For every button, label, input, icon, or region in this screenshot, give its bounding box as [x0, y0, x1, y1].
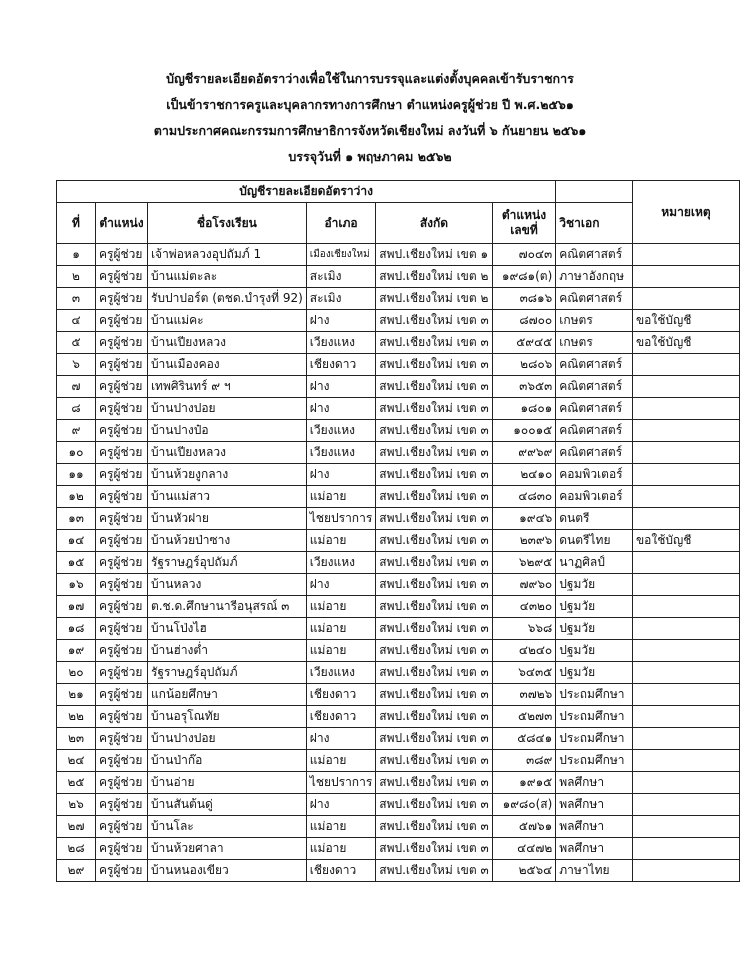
cell-major: คณิตศาสตร์	[556, 376, 633, 398]
cell-major: คณิตศาสตร์	[556, 354, 633, 376]
cell-post-no: ๗๐๔๓	[492, 244, 556, 266]
cell-office: สพป.เชียงใหม่ เขต ๒	[376, 266, 492, 288]
cell-position: ครูผู้ช่วย	[96, 816, 148, 838]
col-post-no	[492, 203, 556, 244]
cell-remark: ขอใช้บัญชี	[632, 310, 739, 332]
cell-no: ๒๖	[57, 794, 96, 816]
table-row	[57, 310, 740, 332]
cell-remark	[632, 266, 739, 288]
cell-office: สพป.เชียงใหม่ เขต ๓	[376, 662, 492, 684]
cell-no: ๒	[57, 266, 96, 288]
cell-remark	[632, 816, 739, 838]
col-post-no-line2: เลขที่	[510, 223, 538, 237]
table-row	[57, 266, 740, 288]
cell-no: ๔	[57, 310, 96, 332]
cell-post-no: ๒๕๖๔	[492, 860, 556, 882]
cell-district: ไชยปราการ	[306, 508, 375, 530]
cell-major: ประถมศึกษา	[556, 728, 633, 750]
cell-position: ครูผู้ช่วย	[96, 860, 148, 882]
cell-no: ๑๑	[57, 464, 96, 486]
cell-office: สพป.เชียงใหม่ เขต ๓	[376, 376, 492, 398]
cell-post-no: ๕๙๔๕	[492, 332, 556, 354]
cell-no: ๒๔	[57, 750, 96, 772]
cell-position: ครูผู้ช่วย	[96, 618, 148, 640]
cell-remark	[632, 860, 739, 882]
cell-major: ดนตรี	[556, 508, 633, 530]
cell-remark: ขอใช้บัญชี	[632, 332, 739, 354]
cell-school: บ้านหัวฝาย	[147, 508, 306, 530]
table-row	[57, 420, 740, 442]
cell-position: ครูผู้ช่วย	[96, 640, 148, 662]
cell-office: สพป.เชียงใหม่ เขต ๓	[376, 310, 492, 332]
cell-no: ๘	[57, 398, 96, 420]
cell-district: ฝาง	[306, 574, 375, 596]
cell-no: ๒๕	[57, 772, 96, 794]
cell-no: ๒๒	[57, 706, 96, 728]
cell-school: บ้านอ่าย	[147, 772, 306, 794]
cell-office: สพป.เชียงใหม่ เขต ๓	[376, 508, 492, 530]
table-row	[57, 508, 740, 530]
cell-office: สพป.เชียงใหม่ เขต ๓	[376, 860, 492, 882]
cell-remark	[632, 706, 739, 728]
cell-district: ฝาง	[306, 464, 375, 486]
cell-school: บ้านเมืองคอง	[147, 354, 306, 376]
cell-major: คณิตศาสตร์	[556, 244, 633, 266]
table-row	[57, 244, 740, 266]
cell-no: ๒๓	[57, 728, 96, 750]
table-row	[57, 486, 740, 508]
col-position: ตำแหน่ง	[96, 203, 148, 244]
cell-office: สพป.เชียงใหม่ เขต ๓	[376, 816, 492, 838]
table-row	[57, 640, 740, 662]
cell-district: แม่อาย	[306, 816, 375, 838]
header-line-4: บรรจุวันที่ ๑ พฤษภาคม ๒๕๖๒	[288, 149, 452, 164]
cell-major: คณิตศาสตร์	[556, 398, 633, 420]
cell-office: สพป.เชียงใหม่ เขต ๓	[376, 728, 492, 750]
cell-office: สพป.เชียงใหม่ เขต ๓	[376, 684, 492, 706]
cell-school: บ้านปางปอย	[147, 728, 306, 750]
cell-remark	[632, 442, 739, 464]
cell-no: ๑๘	[57, 618, 96, 640]
cell-school: รัฐราษฎร์อุปถัมภ์	[147, 662, 306, 684]
cell-district: แม่อาย	[306, 596, 375, 618]
cell-office: สพป.เชียงใหม่ เขต ๓	[376, 574, 492, 596]
table-row	[57, 662, 740, 684]
cell-district: แม่อาย	[306, 838, 375, 860]
table-row	[57, 706, 740, 728]
cell-position: ครูผู้ช่วย	[96, 244, 148, 266]
table-caption-row	[57, 181, 740, 203]
col-office: สังกัด	[376, 203, 492, 244]
cell-position: ครูผู้ช่วย	[96, 750, 148, 772]
cell-position: ครูผู้ช่วย	[96, 310, 148, 332]
table-row	[57, 596, 740, 618]
cell-no: ๑๒	[57, 486, 96, 508]
cell-position: ครูผู้ช่วย	[96, 288, 148, 310]
cell-school: บ้านปางปอย	[147, 398, 306, 420]
cell-district: แม่อาย	[306, 618, 375, 640]
cell-no: ๑๓	[57, 508, 96, 530]
cell-school: บ้านปางป๋อ	[147, 420, 306, 442]
cell-no: ๗	[57, 376, 96, 398]
cell-position: ครูผู้ช่วย	[96, 508, 148, 530]
cell-position: ครูผู้ช่วย	[96, 552, 148, 574]
cell-position: ครูผู้ช่วย	[96, 486, 148, 508]
cell-remark	[632, 420, 739, 442]
cell-district: ฝาง	[306, 310, 375, 332]
col-major: วิชาเอก	[556, 203, 633, 244]
cell-remark	[632, 376, 739, 398]
cell-position: ครูผู้ช่วย	[96, 332, 148, 354]
cell-post-no: ๒๓๙๖	[492, 530, 556, 552]
cell-school: บ้านฮ่างต่ำ	[147, 640, 306, 662]
cell-office: สพป.เชียงใหม่ เขต ๓	[376, 354, 492, 376]
cell-no: ๙	[57, 420, 96, 442]
cell-office: สพป.เชียงใหม่ เขต ๓	[376, 794, 492, 816]
cell-major: ปฐมวัย	[556, 596, 633, 618]
caption-blank-cell	[556, 181, 633, 203]
cell-school: บ้านหนองเขียว	[147, 860, 306, 882]
table-row	[57, 750, 740, 772]
cell-post-no: ๑๙๔๖	[492, 508, 556, 530]
cell-no: ๓	[57, 288, 96, 310]
cell-remark	[632, 640, 739, 662]
cell-remark	[632, 596, 739, 618]
cell-position: ครูผู้ช่วย	[96, 464, 148, 486]
cell-remark	[632, 486, 739, 508]
cell-remark	[632, 244, 739, 266]
table-row	[57, 684, 740, 706]
cell-no: ๑๖	[57, 574, 96, 596]
cell-post-no: ๒๘๐๖	[492, 354, 556, 376]
cell-position: ครูผู้ช่วย	[96, 376, 148, 398]
cell-major: นาฏศิลป์	[556, 552, 633, 574]
cell-district: แม่อาย	[306, 530, 375, 552]
cell-major: ปฐมวัย	[556, 618, 633, 640]
cell-post-no: ๘๗๐๐	[492, 310, 556, 332]
cell-office: สพป.เชียงใหม่ เขต ๒	[376, 288, 492, 310]
cell-position: ครูผู้ช่วย	[96, 772, 148, 794]
cell-remark	[632, 772, 739, 794]
cell-remark	[632, 618, 739, 640]
cell-major: พลศึกษา	[556, 816, 633, 838]
cell-office: สพป.เชียงใหม่ เขต ๓	[376, 332, 492, 354]
cell-district: เวียงแหง	[306, 662, 375, 684]
cell-office: สพป.เชียงใหม่ เขต ๓	[376, 420, 492, 442]
cell-post-no: ๑๙๘๑(ต)	[492, 266, 556, 288]
table-row	[57, 860, 740, 882]
cell-post-no: ๖๖๘	[492, 618, 556, 640]
col-no: ที่	[57, 203, 96, 244]
cell-office: สพป.เชียงใหม่ เขต ๓	[376, 750, 492, 772]
table-row	[57, 794, 740, 816]
cell-district: ไชยปราการ	[306, 772, 375, 794]
cell-major: ภาษาอังกฤษ	[556, 266, 633, 288]
cell-position: ครูผู้ช่วย	[96, 266, 148, 288]
cell-post-no: ๕๗๖๑	[492, 816, 556, 838]
header-line-1: บัญชีรายละเอียดอัตราว่างเพื่อใช้ในการบรรจุและแต่งตั้งบุคคลเข้ารับราชการ	[166, 71, 574, 86]
cell-major: ดนตรีไทย	[556, 530, 633, 552]
col-district: อำเภอ	[306, 203, 375, 244]
table-body	[57, 244, 740, 882]
cell-remark	[632, 794, 739, 816]
cell-district: ฝาง	[306, 398, 375, 420]
cell-district: เวียงแหง	[306, 552, 375, 574]
table-row	[57, 838, 740, 860]
cell-position: ครูผู้ช่วย	[96, 706, 148, 728]
cell-no: ๑	[57, 244, 96, 266]
cell-district: เวียงแหง	[306, 442, 375, 464]
cell-remark	[632, 662, 739, 684]
col-remark: หมายเหตุ	[632, 181, 739, 244]
cell-remark	[632, 354, 739, 376]
cell-office: สพป.เชียงใหม่ เขต ๓	[376, 398, 492, 420]
cell-post-no: ๑๙๑๕	[492, 772, 556, 794]
cell-school: รัฐราษฎร์อุปถัมภ์	[147, 552, 306, 574]
table-row	[57, 442, 740, 464]
cell-no: ๒๑	[57, 684, 96, 706]
cell-district: เวียงแหง	[306, 420, 375, 442]
cell-post-no: ๓๘๙	[492, 750, 556, 772]
cell-office: สพป.เชียงใหม่ เขต ๓	[376, 552, 492, 574]
cell-district: แม่อาย	[306, 640, 375, 662]
cell-office: สพป.เชียงใหม่ เขต ๓	[376, 596, 492, 618]
cell-office: สพป.เชียงใหม่ เขต ๓	[376, 618, 492, 640]
cell-post-no: ๖๒๙๕	[492, 552, 556, 574]
table-row	[57, 464, 740, 486]
cell-position: ครูผู้ช่วย	[96, 684, 148, 706]
cell-no: ๒๘	[57, 838, 96, 860]
cell-post-no: ๓๘๑๖	[492, 288, 556, 310]
cell-school: บ้านอรุโณทัย	[147, 706, 306, 728]
cell-remark	[632, 838, 739, 860]
header-line-3: ตามประกาศคณะกรรมการศึกษาธิการจังหวัดเชียงใหม่ ลงวันที่ ๖ กันยายน ๒๕๖๑	[153, 123, 587, 138]
cell-major: คอมพิวเตอร์	[556, 486, 633, 508]
cell-school: รับปาปอร์ต (ตชด.บำรุงที่ 92)	[147, 288, 306, 310]
cell-school: ต.ช.ด.ศึกษานารีอนุสรณ์ ๓	[147, 596, 306, 618]
cell-school: บ้านเปียงหลวง	[147, 332, 306, 354]
cell-major: เกษตร	[556, 310, 633, 332]
cell-major: พลศึกษา	[556, 838, 633, 860]
cell-post-no: ๕๘๔๑	[492, 728, 556, 750]
table-row	[57, 772, 740, 794]
cell-major: ปฐมวัย	[556, 640, 633, 662]
table-row	[57, 332, 740, 354]
cell-no: ๒๐	[57, 662, 96, 684]
cell-remark	[632, 464, 739, 486]
cell-school: บ้านแม่ตะละ	[147, 266, 306, 288]
cell-major: ปฐมวัย	[556, 574, 633, 596]
cell-no: ๑๗	[57, 596, 96, 618]
cell-no: ๒๙	[57, 860, 96, 882]
cell-major: ประถมศึกษา	[556, 684, 633, 706]
cell-remark	[632, 750, 739, 772]
cell-post-no: ๕๒๗๓	[492, 706, 556, 728]
cell-school: บ้านป่าก๊อ	[147, 750, 306, 772]
cell-office: สพป.เชียงใหม่ เขต ๓	[376, 838, 492, 860]
cell-post-no: ๓๖๕๓	[492, 376, 556, 398]
cell-no: ๑๐	[57, 442, 96, 464]
cell-school: บ้านห้วยศาลา	[147, 838, 306, 860]
cell-remark	[632, 508, 739, 530]
cell-remark	[632, 574, 739, 596]
cell-school: บ้านโละ	[147, 816, 306, 838]
cell-office: สพป.เชียงใหม่ เขต ๓	[376, 464, 492, 486]
cell-no: ๑๔	[57, 530, 96, 552]
cell-position: ครูผู้ช่วย	[96, 728, 148, 750]
table-row	[57, 618, 740, 640]
cell-major: คณิตศาสตร์	[556, 420, 633, 442]
cell-major: คณิตศาสตร์	[556, 442, 633, 464]
table-row	[57, 398, 740, 420]
cell-remark	[632, 398, 739, 420]
cell-major: พลศึกษา	[556, 772, 633, 794]
cell-school: เจ้าพ่อหลวงอุปถัมภ์ 1	[147, 244, 306, 266]
header-line-2: เป็นข้าราชการครูและบุคลากรทางการศึกษา ตำแหน่งครูผู้ช่วย ปี พ.ศ.๒๕๖๑	[166, 97, 574, 112]
cell-major: เกษตร	[556, 332, 633, 354]
cell-district: เชียงดาว	[306, 354, 375, 376]
cell-position: ครูผู้ช่วย	[96, 398, 148, 420]
document-header	[0, 66, 740, 170]
cell-post-no: ๙๙๖๙	[492, 442, 556, 464]
cell-school: บ้านเปียงหลวง	[147, 442, 306, 464]
cell-school: บ้านโป่งไฮ	[147, 618, 306, 640]
cell-position: ครูผู้ช่วย	[96, 442, 148, 464]
cell-position: ครูผู้ช่วย	[96, 662, 148, 684]
cell-school: บ้านสันต้นดู่	[147, 794, 306, 816]
cell-post-no: ๖๔๓๕	[492, 662, 556, 684]
cell-district: แม่อาย	[306, 750, 375, 772]
cell-office: สพป.เชียงใหม่ เขต ๓	[376, 640, 492, 662]
table-caption: บัญชีรายละเอียดอัตราว่าง	[57, 181, 556, 203]
cell-school: บ้านแม่สาว	[147, 486, 306, 508]
cell-post-no: ๑๙๘๐(ส)	[492, 794, 556, 816]
cell-district: ฝาง	[306, 376, 375, 398]
table-row	[57, 288, 740, 310]
cell-position: ครูผู้ช่วย	[96, 354, 148, 376]
cell-remark	[632, 552, 739, 574]
cell-no: ๒๗	[57, 816, 96, 838]
cell-post-no: ๔๓๒๐	[492, 596, 556, 618]
cell-school: บ้านแม่คะ	[147, 310, 306, 332]
cell-school: แกน้อยศึกษา	[147, 684, 306, 706]
cell-office: สพป.เชียงใหม่ เขต ๑	[376, 244, 492, 266]
cell-office: สพป.เชียงใหม่ เขต ๓	[376, 486, 492, 508]
cell-position: ครูผู้ช่วย	[96, 596, 148, 618]
cell-position: ครูผู้ช่วย	[96, 794, 148, 816]
cell-school: บ้านหลวง	[147, 574, 306, 596]
cell-no: ๑๙	[57, 640, 96, 662]
cell-office: สพป.เชียงใหม่ เขต ๓	[376, 706, 492, 728]
cell-major: คณิตศาสตร์	[556, 288, 633, 310]
table-row	[57, 530, 740, 552]
cell-post-no: ๑๘๐๑	[492, 398, 556, 420]
table-row	[57, 574, 740, 596]
cell-post-no: ๔๒๔๐	[492, 640, 556, 662]
cell-major: ประถมศึกษา	[556, 750, 633, 772]
cell-post-no: ๒๔๑๐	[492, 464, 556, 486]
cell-district: ฝาง	[306, 794, 375, 816]
cell-no: ๕	[57, 332, 96, 354]
cell-district: ฝาง	[306, 728, 375, 750]
table-row	[57, 728, 740, 750]
cell-no: ๖	[57, 354, 96, 376]
table-row	[57, 552, 740, 574]
table-row	[57, 376, 740, 398]
cell-school: บ้านห้วยป่าซาง	[147, 530, 306, 552]
cell-office: สพป.เชียงใหม่ เขต ๓	[376, 530, 492, 552]
cell-office: สพป.เชียงใหม่ เขต ๓	[376, 772, 492, 794]
cell-position: ครูผู้ช่วย	[96, 420, 148, 442]
cell-district: เชียงดาว	[306, 684, 375, 706]
cell-major: ประถมศึกษา	[556, 706, 633, 728]
cell-post-no: ๔๔๗๒	[492, 838, 556, 860]
table-row	[57, 354, 740, 376]
cell-post-no: ๔๘๓๐	[492, 486, 556, 508]
cell-position: ครูผู้ช่วย	[96, 530, 148, 552]
cell-district: เวียงแหง	[306, 332, 375, 354]
col-school: ชื่อโรงเรียน	[147, 203, 306, 244]
cell-district: เมืองเชียงใหม่	[306, 244, 375, 266]
cell-major: ภาษาไทย	[556, 860, 633, 882]
cell-major: คอมพิวเตอร์	[556, 464, 633, 486]
cell-remark: ขอใช้บัญชี	[632, 530, 739, 552]
cell-district: สะเมิง	[306, 288, 375, 310]
cell-post-no: ๑๐๐๑๕	[492, 420, 556, 442]
cell-office: สพป.เชียงใหม่ เขต ๓	[376, 442, 492, 464]
cell-post-no: ๗๙๖๐	[492, 574, 556, 596]
cell-no: ๑๕	[57, 552, 96, 574]
cell-major: ปฐมวัย	[556, 662, 633, 684]
cell-district: เชียงดาว	[306, 860, 375, 882]
cell-major: พลศึกษา	[556, 794, 633, 816]
col-post-no-line1: ตำแหน่ง	[501, 208, 547, 222]
table-row	[57, 816, 740, 838]
cell-district: สะเมิง	[306, 266, 375, 288]
cell-district: เชียงดาว	[306, 706, 375, 728]
cell-district: แม่อาย	[306, 486, 375, 508]
cell-position: ครูผู้ช่วย	[96, 574, 148, 596]
cell-position: ครูผู้ช่วย	[96, 838, 148, 860]
cell-school: บ้านห้วยงูกลาง	[147, 464, 306, 486]
cell-remark	[632, 288, 739, 310]
cell-remark	[632, 684, 739, 706]
cell-post-no: ๓๗๒๖	[492, 684, 556, 706]
vacancy-table	[56, 180, 740, 882]
cell-remark	[632, 728, 739, 750]
cell-school: เทพศิรินทร์ ๙ ฯ	[147, 376, 306, 398]
